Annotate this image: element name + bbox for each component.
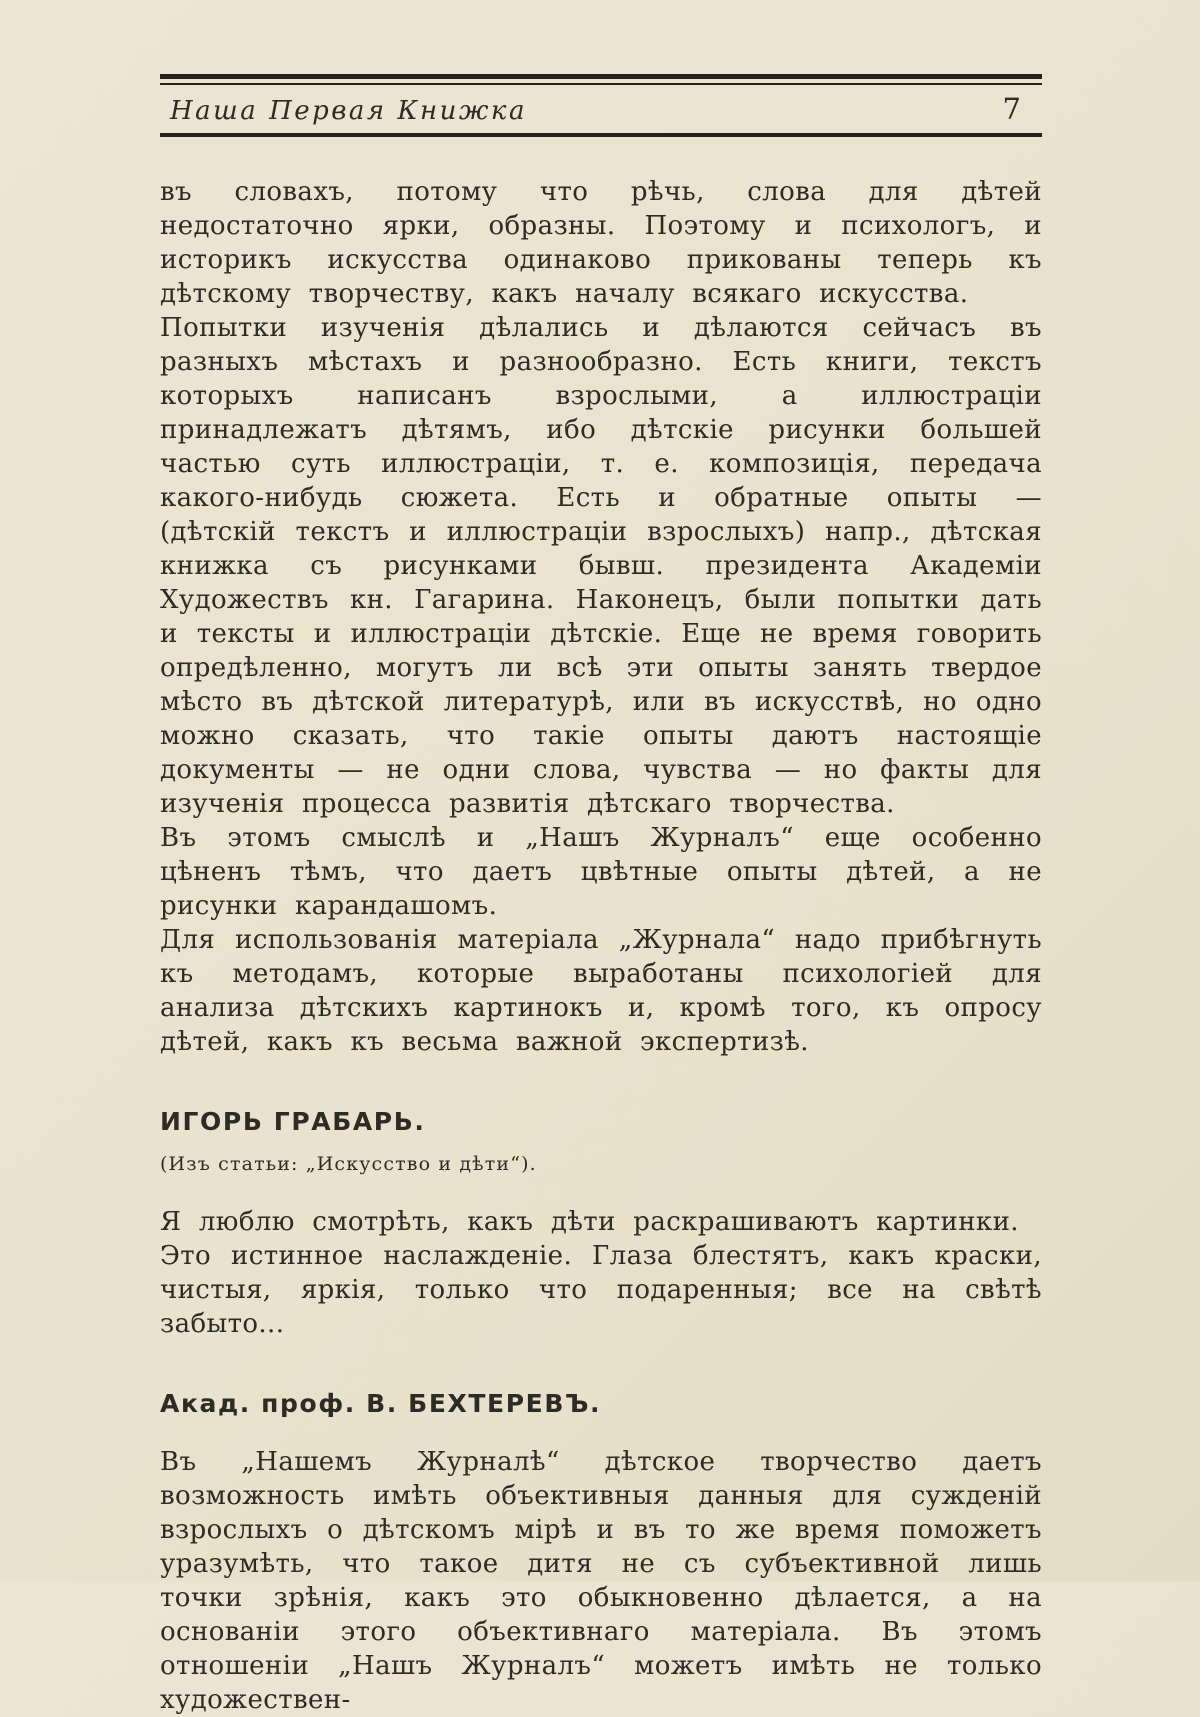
header-rule-bottom xyxy=(160,133,1042,137)
paragraph: Въ этомъ смыслѣ и „Нашъ Журналъ“ еще особенно цѣненъ тѣмъ, что даетъ цвѣтные опыты дѣтей, а не рисунки карандашомъ. xyxy=(160,823,1042,921)
section-bekhterev xyxy=(160,1387,1042,1717)
page-number: 7 xyxy=(1002,92,1022,126)
paragraph: Попытки изученія дѣлались и дѣлаются сейчасъ въ разныхъ мѣстахъ и разнообразно. Есть книги, текстъ которыхъ написанъ взрослыми, а иллюстраціи принадлежатъ дѣтямъ, ибо дѣтскіе рисунки большей частью суть иллюстраціи, т. е. композиція, передача какого-нибудь сюжета. Есть и обратные опыты — (дѣтскій текстъ и иллюстраціи взрослыхъ) напр., дѣтская книжка съ рисунками бывш. президента Академіи Художествъ кн. Гагарина. Наконецъ, были попытки дать и тексты и иллюстраціи дѣтскіе. Еще не время говорить опредѣленно, могутъ ли всѣ эти опыты занять твердое мѣсто въ дѣтской литературѣ, или въ искусствѣ, но одно можно сказать, что такіе опыты даютъ настоящіе документы — не одни слова, чувства — но факты для изученія процесса развитія дѣтскаго творчества. xyxy=(160,313,1042,819)
paragraph: Это истинное наслажденіе. Глаза блестятъ, какъ краски, чистыя, яркія, только что подаренныя; все на свѣтѣ забыто... xyxy=(160,1241,1042,1339)
author-heading-bekhterev: Акад. проф. В. БЕХТЕРЕВЪ. xyxy=(160,1389,602,1418)
source-note: (Изъ статьи: „Искусство и дѣти“). xyxy=(160,1153,537,1175)
article-body xyxy=(160,175,1042,1717)
top-rule-thick xyxy=(160,74,1042,79)
author-heading-grabar: ИГОРЬ ГРАБАРЬ. xyxy=(160,1107,426,1136)
paragraph: Я люблю смотрѣть, какъ дѣти раскрашиваютъ картинки. xyxy=(160,1207,1019,1237)
paragraph: въ словахъ, потому что рѣчь, слова для дѣтей недостаточно ярки, образны. Поэтому и психологъ, и историкъ искусства одинаково прикованы теперь къ дѣтскому творчеству, какъ началу всякаго искусства. xyxy=(160,177,1042,309)
paragraph: Для использованія матеріала „Журнала“ надо прибѣгнуть къ методамъ, которые выработаны психологіей для анализа дѣтскихъ картинокъ и, кромѣ того, къ опросу дѣтей, какъ къ весьма важной экспертизѣ. xyxy=(160,925,1042,1057)
running-title: Наша Первая Книжка xyxy=(170,96,527,126)
paragraph: Въ „Нашемъ Журналѣ“ дѣтское творчество даетъ возможность имѣть объективныя данныя для сужденій взрослыхъ о дѣтскомъ мірѣ и въ то же время поможетъ уразумѣть, что такое дитя не съ субъективной лишь точки зрѣнія, какъ это обыкновенно дѣлается, а на основаніи этого объективнаго матеріала. Въ этомъ отношеніи „Нашъ Журналъ“ можетъ имѣть не только художествен- xyxy=(160,1447,1042,1715)
section-grabar xyxy=(160,1105,1042,1341)
page-header xyxy=(160,85,1042,131)
